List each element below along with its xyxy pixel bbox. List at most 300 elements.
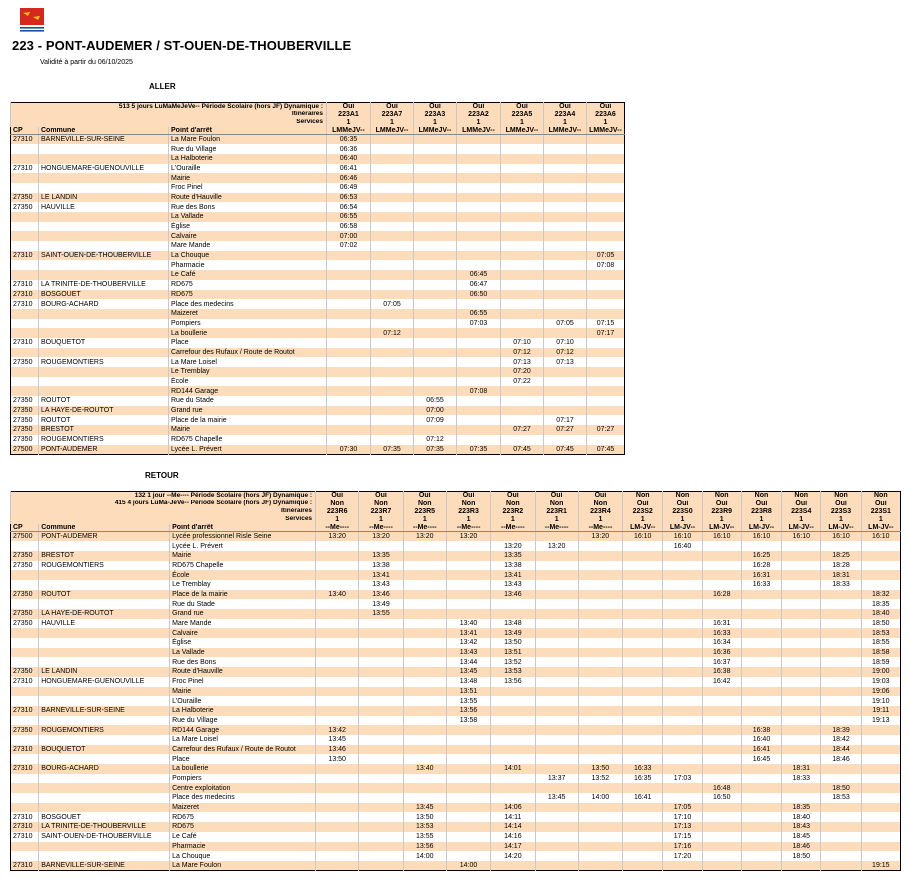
time-cell: [501, 193, 544, 203]
table-row: [11, 309, 625, 319]
trip-dyn2-cell: Oui: [861, 500, 900, 508]
time-cell: [741, 687, 781, 697]
time-cell: [821, 541, 861, 551]
time-cell: [782, 541, 821, 551]
cp-cell: [11, 851, 39, 861]
table-row: [11, 812, 901, 822]
time-cell: [446, 570, 490, 580]
trip-days-cell: --Me----: [446, 524, 490, 532]
time-cell: [359, 793, 403, 803]
time-cell: [327, 435, 371, 445]
time-cell: [623, 570, 663, 580]
time-cell: [741, 599, 781, 609]
time-cell: 16:38: [741, 725, 781, 735]
time-cell: [578, 551, 622, 561]
trip-dyn-cell: Oui: [414, 103, 457, 111]
time-cell: [446, 609, 490, 619]
stop-cell: La Chouque: [170, 851, 316, 861]
time-cell: 07:45: [544, 445, 587, 455]
time-cell: [359, 667, 403, 677]
time-cell: [821, 609, 861, 619]
table-row: [11, 851, 901, 861]
stop-cell: Froc Pinel: [170, 677, 316, 687]
trip-svc-cell: 1: [327, 119, 371, 127]
time-cell: [544, 251, 587, 261]
trip-dyn1-cell: Non: [702, 492, 741, 500]
stop-cell: Pompiers: [169, 319, 327, 329]
time-cell: [623, 541, 663, 551]
time-cell: [371, 231, 414, 241]
table-row: [11, 241, 625, 251]
time-cell: 07:22: [501, 377, 544, 387]
time-cell: 13:46: [491, 590, 535, 600]
stop-cell: La Vallade: [170, 648, 316, 658]
time-cell: 16:10: [782, 532, 821, 542]
time-cell: [403, 580, 446, 590]
trip-days-cell: LMMeJV--: [501, 127, 544, 135]
time-cell: [544, 212, 587, 222]
trip-itin-cell: 223R1: [535, 508, 578, 516]
commune-cell: [39, 367, 169, 377]
time-cell: 13:49: [491, 628, 535, 638]
time-cell: 13:50: [316, 754, 359, 764]
time-cell: [327, 338, 371, 348]
cp-cell: [11, 687, 39, 697]
time-cell: 19:10: [861, 696, 900, 706]
time-cell: 07:09: [414, 415, 457, 425]
time-cell: [501, 319, 544, 329]
time-cell: 07:13: [544, 357, 587, 367]
time-cell: [623, 657, 663, 667]
time-cell: [861, 764, 900, 774]
time-cell: [663, 667, 702, 677]
dynamic-row-1: [11, 492, 901, 500]
time-cell: [501, 231, 544, 241]
time-cell: [702, 551, 741, 561]
time-cell: [623, 580, 663, 590]
time-cell: [501, 241, 544, 251]
time-cell: 18:33: [782, 774, 821, 784]
cp-cell: 27310: [11, 280, 39, 290]
time-cell: [316, 570, 359, 580]
time-cell: [535, 687, 578, 697]
time-cell: [663, 861, 702, 871]
time-cell: [491, 745, 535, 755]
time-cell: [403, 696, 446, 706]
cp-cell: [11, 783, 39, 793]
commune-cell: [39, 173, 169, 183]
table-row: [11, 202, 625, 212]
time-cell: [578, 648, 622, 658]
time-cell: [359, 657, 403, 667]
time-cell: [782, 687, 821, 697]
time-cell: [457, 212, 501, 222]
stop-cell: RD675: [169, 280, 327, 290]
trip-svc-cell: 1: [663, 516, 702, 524]
time-cell: [327, 377, 371, 387]
time-cell: 18:33: [821, 580, 861, 590]
time-cell: 19:11: [861, 706, 900, 716]
trip-dyn1-cell: Oui: [316, 492, 359, 500]
time-cell: 13:41: [446, 628, 490, 638]
time-cell: [578, 609, 622, 619]
time-cell: [623, 861, 663, 871]
time-cell: [403, 541, 446, 551]
commune-cell: [39, 222, 169, 232]
time-cell: [741, 619, 781, 629]
trip-svc-cell: 1: [403, 516, 446, 524]
time-cell: [371, 406, 414, 416]
time-cell: [587, 222, 625, 232]
time-cell: [702, 745, 741, 755]
page-title: 223 - PONT-AUDEMER / ST-OUEN-DE-THOUBERVILLE: [12, 38, 352, 53]
time-cell: [663, 735, 702, 745]
time-cell: [457, 154, 501, 164]
trip-itin-cell: 223A4: [544, 111, 587, 119]
time-cell: [578, 842, 622, 852]
time-cell: [403, 774, 446, 784]
time-cell: [544, 183, 587, 193]
commune-cell: [39, 754, 170, 764]
time-cell: 07:15: [587, 319, 625, 329]
stop-cell: Le Tremblay: [170, 580, 316, 590]
cp-cell: 27350: [11, 415, 39, 425]
time-cell: [371, 386, 414, 396]
time-cell: 13:41: [491, 570, 535, 580]
time-cell: [535, 648, 578, 658]
time-cell: 13:53: [403, 822, 446, 832]
time-cell: [587, 348, 625, 358]
time-cell: [623, 842, 663, 852]
time-cell: [535, 628, 578, 638]
time-cell: [371, 251, 414, 261]
time-cell: [327, 280, 371, 290]
time-cell: [491, 735, 535, 745]
time-cell: [861, 735, 900, 745]
trip-dyn2-cell: Oui: [663, 500, 702, 508]
trip-days-cell: LMMeJV--: [327, 127, 371, 135]
time-cell: [457, 377, 501, 387]
time-cell: [491, 783, 535, 793]
time-cell: [535, 657, 578, 667]
time-cell: [403, 551, 446, 561]
trip-dyn-cell: Oui: [327, 103, 371, 111]
stop-cell: Lycée L. Prévert: [169, 445, 327, 455]
time-cell: 19:15: [861, 861, 900, 871]
time-cell: [446, 774, 490, 784]
time-cell: [544, 309, 587, 319]
time-cell: [544, 135, 587, 145]
trip-itin-cell: 223S2: [623, 508, 663, 516]
table-row: [11, 144, 625, 154]
commune-cell: LE LANDIN: [39, 667, 170, 677]
time-cell: [578, 861, 622, 871]
time-cell: [327, 348, 371, 358]
stop-cell: Route d'Hauville: [169, 193, 327, 203]
commune-cell: SAINT-OUEN-DE-THOUBERVILLE: [39, 251, 169, 261]
time-cell: 07:10: [501, 338, 544, 348]
time-cell: [414, 154, 457, 164]
time-cell: [535, 677, 578, 687]
time-cell: 13:46: [359, 590, 403, 600]
time-cell: 16:33: [702, 628, 741, 638]
commune-cell: ROUGEMONTIERS: [39, 357, 169, 367]
table-row: [11, 193, 625, 203]
trip-dyn1-cell: Non: [821, 492, 861, 500]
time-cell: [316, 793, 359, 803]
time-cell: [414, 280, 457, 290]
commune-cell: LA HAYE-DE-ROUTOT: [39, 406, 169, 416]
time-cell: [782, 667, 821, 677]
commune-cell: [39, 851, 170, 861]
commune-cell: [39, 842, 170, 852]
time-cell: [741, 716, 781, 726]
stop-cell: Mare Mande: [169, 241, 327, 251]
time-cell: [544, 231, 587, 241]
trip-itin-cell: 223A3: [414, 111, 457, 119]
trip-dyn1-cell: Oui: [491, 492, 535, 500]
cp-cell: [11, 541, 39, 551]
stop-cell: Pharmacie: [169, 260, 327, 270]
time-cell: [327, 309, 371, 319]
time-cell: [578, 619, 622, 629]
time-cell: 06:36: [327, 144, 371, 154]
time-cell: [371, 222, 414, 232]
commune-cell: ROUGEMONTIERS: [39, 561, 170, 571]
trip-dyn2-cell: Non: [359, 500, 403, 508]
time-cell: [446, 541, 490, 551]
trip-svc-cell: 1: [702, 516, 741, 524]
commune-cell: LA TRINITE-DE-THOUBERVILLE: [39, 822, 170, 832]
time-cell: [403, 793, 446, 803]
time-cell: [623, 716, 663, 726]
stop-cell: Lycée professionnel Risle Seine: [170, 532, 316, 542]
time-cell: [457, 144, 501, 154]
cp-cell: [11, 793, 39, 803]
section-aller-title: ALLER: [149, 82, 176, 91]
table-row: [11, 328, 625, 338]
time-cell: [782, 628, 821, 638]
time-cell: [821, 812, 861, 822]
time-cell: [414, 270, 457, 280]
dynamic-row-2: [11, 500, 901, 508]
stop-cell: La Vallade: [169, 212, 327, 222]
time-cell: [535, 561, 578, 571]
time-cell: [587, 357, 625, 367]
time-cell: [623, 706, 663, 716]
time-cell: 13:52: [578, 774, 622, 784]
time-cell: [501, 212, 544, 222]
trip-dyn2-cell: Oui: [623, 500, 663, 508]
time-cell: 07:12: [501, 348, 544, 358]
stop-cell: Carrefour des Rufaux / Route de Routot: [170, 745, 316, 755]
trip-dyn2-cell: Oui: [741, 500, 781, 508]
time-cell: [414, 183, 457, 193]
time-cell: [359, 735, 403, 745]
time-cell: [702, 754, 741, 764]
time-cell: [623, 628, 663, 638]
stop-cell: Mare Mande: [170, 619, 316, 629]
table-row: [11, 260, 625, 270]
trip-itin-cell: 223A6: [587, 111, 625, 119]
time-cell: [663, 590, 702, 600]
trip-dyn1-cell: Oui: [535, 492, 578, 500]
time-cell: [535, 609, 578, 619]
time-cell: [782, 696, 821, 706]
time-cell: [316, 580, 359, 590]
stop-cell: Maizeret: [169, 309, 327, 319]
cp-cell: [11, 260, 39, 270]
time-cell: 16:37: [702, 657, 741, 667]
time-cell: 06:55: [457, 309, 501, 319]
time-cell: [446, 551, 490, 561]
time-cell: [623, 599, 663, 609]
trip-dyn1-cell: Non: [623, 492, 663, 500]
trip-dyn2-cell: Oui: [782, 500, 821, 508]
cp-cell: [11, 648, 39, 658]
time-cell: [316, 851, 359, 861]
table-row: [11, 406, 625, 416]
time-cell: 07:20: [501, 367, 544, 377]
time-cell: [535, 590, 578, 600]
time-cell: [741, 657, 781, 667]
time-cell: [861, 851, 900, 861]
trip-days-cell: LM-JV--: [782, 524, 821, 532]
table-row: [11, 299, 625, 309]
time-cell: [316, 609, 359, 619]
time-cell: [782, 551, 821, 561]
time-cell: [327, 406, 371, 416]
commune-cell: [39, 541, 170, 551]
commune-cell: BOUQUETOT: [39, 745, 170, 755]
time-cell: [371, 183, 414, 193]
table-row: [11, 687, 901, 697]
time-cell: 16:34: [702, 638, 741, 648]
time-cell: [587, 144, 625, 154]
time-cell: [623, 696, 663, 706]
time-cell: [371, 241, 414, 251]
trip-days-cell: LM-JV--: [741, 524, 781, 532]
time-cell: 18:53: [861, 628, 900, 638]
cp-cell: [11, 270, 39, 280]
time-cell: [446, 580, 490, 590]
days-row: [11, 127, 625, 135]
time-cell: [446, 783, 490, 793]
time-cell: 07:35: [457, 445, 501, 455]
time-cell: 14:20: [491, 851, 535, 861]
time-cell: [821, 861, 861, 871]
commune-cell: [39, 309, 169, 319]
table-row: [11, 367, 625, 377]
time-cell: [535, 764, 578, 774]
time-cell: [663, 677, 702, 687]
time-cell: [316, 648, 359, 658]
time-cell: 14:16: [491, 832, 535, 842]
time-cell: [544, 377, 587, 387]
cp-cell: [11, 716, 39, 726]
time-cell: [457, 173, 501, 183]
time-cell: 13:20: [446, 532, 490, 542]
stop-cell: La Halboterie: [170, 706, 316, 716]
time-cell: [535, 832, 578, 842]
time-cell: 13:56: [446, 706, 490, 716]
stop-cell: Rue du Village: [170, 716, 316, 726]
stop-cell: Le Café: [169, 270, 327, 280]
cp-cell: [11, 696, 39, 706]
time-cell: 06:54: [327, 202, 371, 212]
time-cell: [861, 822, 900, 832]
time-cell: 14:06: [491, 803, 535, 813]
time-cell: [782, 609, 821, 619]
trip-svc-cell: 1: [782, 516, 821, 524]
table-row: [11, 435, 625, 445]
time-cell: [578, 580, 622, 590]
time-cell: [403, 590, 446, 600]
trip-dyn1-cell: Non: [782, 492, 821, 500]
commune-cell: [39, 570, 170, 580]
time-cell: 18:40: [782, 812, 821, 822]
time-cell: [403, 861, 446, 871]
trip-itin-cell: 223R8: [741, 508, 781, 516]
time-cell: 18:35: [861, 599, 900, 609]
time-cell: [457, 241, 501, 251]
time-cell: [359, 832, 403, 842]
time-cell: 18:45: [782, 832, 821, 842]
time-cell: [702, 716, 741, 726]
stop-cell: Place de la mairie: [170, 590, 316, 600]
time-cell: [587, 280, 625, 290]
trip-itin-cell: 223S4: [782, 508, 821, 516]
cp-cell: [11, 154, 39, 164]
table-row: [11, 164, 625, 174]
time-cell: 07:27: [501, 425, 544, 435]
time-cell: [587, 183, 625, 193]
time-cell: [663, 619, 702, 629]
trip-dyn-cell: Oui: [371, 103, 414, 111]
time-cell: 16:41: [623, 793, 663, 803]
time-cell: 17:03: [663, 774, 702, 784]
commune-cell: LA HAYE-DE-ROUTOT: [39, 609, 170, 619]
time-cell: [316, 599, 359, 609]
time-cell: [316, 687, 359, 697]
time-cell: [587, 386, 625, 396]
time-cell: [491, 609, 535, 619]
time-cell: [316, 561, 359, 571]
time-cell: [741, 842, 781, 852]
time-cell: [741, 851, 781, 861]
time-cell: [587, 299, 625, 309]
time-cell: [623, 754, 663, 764]
table-row: [11, 357, 625, 367]
time-cell: [359, 783, 403, 793]
time-cell: [702, 687, 741, 697]
trip-dyn1-cell: Non: [861, 492, 900, 500]
stop-cell: École: [169, 377, 327, 387]
cp-cell: [11, 735, 39, 745]
cp-cell: 27310: [11, 677, 39, 687]
time-cell: [623, 551, 663, 561]
time-cell: [741, 783, 781, 793]
cp-cell: [11, 580, 39, 590]
time-cell: [491, 793, 535, 803]
time-cell: [535, 580, 578, 590]
cp-cell: [11, 570, 39, 580]
time-cell: 06:58: [327, 222, 371, 232]
time-cell: 13:45: [316, 735, 359, 745]
time-cell: [623, 677, 663, 687]
commune-cell: [39, 735, 170, 745]
time-cell: [544, 173, 587, 183]
